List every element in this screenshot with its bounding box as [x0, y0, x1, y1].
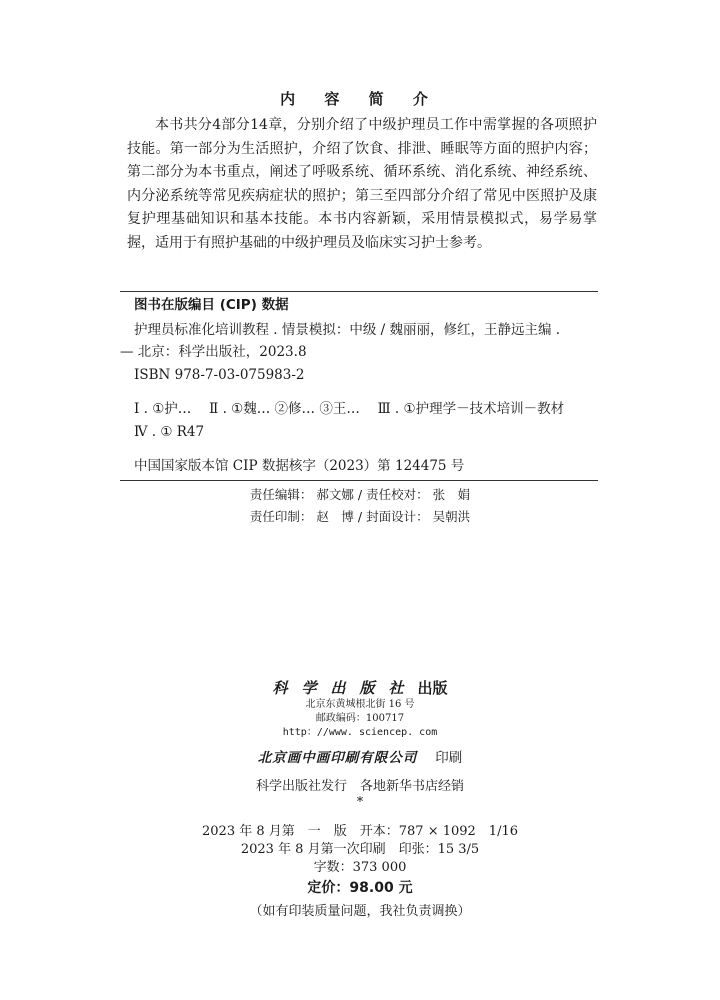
printer-line [0, 746, 720, 766]
cip-publisher-line: — 北京：科学出版社，2023.8 [120, 344, 307, 360]
staff-separator: / [357, 487, 363, 502]
cip-isbn: ISBN 978-7-03-075983-2 [134, 367, 305, 383]
publisher-url: http：//www. sciencep. com [282, 727, 438, 738]
proofreader-name: 张 娟 [432, 487, 471, 502]
staff-separator: / [357, 509, 363, 524]
cip-top-rule [120, 291, 598, 292]
distribution-line: 科学出版社发行 各地新华书店经销 [255, 779, 464, 794]
separator-star: * [356, 795, 364, 810]
publisher-brand: 科学出版社 [272, 679, 418, 697]
cip-title-line: 护理员标准化培训教程 . 情景模拟：中级 / 魏丽丽，修红，王静远主编 . [134, 322, 561, 338]
edition-line: 2023 年 8 月第 一 版 开本：787 × 1092 1/16 [202, 824, 518, 839]
word-count: 字数：373 000 [313, 860, 407, 875]
proofreader-label: 责任校对： [366, 487, 429, 502]
publisher-name [0, 677, 720, 698]
print-supervisor-name: 赵 博 [316, 509, 354, 524]
cip-record-number: 中国国家版本馆 CIP 数据核字（2023）第 124475 号 [134, 458, 465, 474]
staff-line-2 [0, 506, 720, 528]
cover-designer-label: 封面设计： [366, 509, 429, 524]
printer-suffix: 印刷 [435, 750, 463, 766]
printing-line: 2023 年 8 月第一次印刷 印张：15 3/5 [240, 842, 480, 857]
cover-designer-name: 吴朝洪 [432, 509, 471, 524]
cip-heading: 图书在版编目 (CIP) 数据 [134, 297, 289, 313]
summary-title: 内 容 简 介 [280, 90, 440, 108]
summary-text: 本书共分4部分14章，分别介绍了中级护理员工作中需掌握的各项照护技能。第一部分为生活照护，介绍了饮食、排泄、睡眠等方面的照护内容；第二部分为本书重点，阐述了呼吸系统、循环系统、消化系统、神经系统、内分泌系统等常见疾病症状的照护；第三至四部分介绍了常见中医照护及康复护理基础知识和基本技能。本书内容新颖，采用情景模拟式，易学易掌握，适用于有照护基础的中级护理员及临床实习护士参考。 [127, 117, 597, 251]
cip-classification-line2: Ⅳ . ① R47 [134, 424, 205, 440]
price: 定价：98.00 元 [307, 880, 413, 896]
printer-brand: 北京画中画印刷有限公司 [257, 750, 418, 766]
staff-line-1 [0, 484, 720, 506]
print-supervisor-label: 责任印制： [249, 509, 313, 524]
cip-classification-line1: Ⅰ . ①护… Ⅱ . ①魏… ②修… ③王… Ⅲ . ①护理学－技术培训－教材 [134, 401, 565, 417]
publisher-postcode: 邮政编码：100717 [315, 713, 405, 724]
publisher-suffix: 出版 [417, 679, 448, 697]
editor-name: 郝文娜 [316, 487, 354, 502]
publisher-address: 北京东黄城根北街 16 号 [305, 699, 415, 710]
editor-label: 责任编辑： [249, 487, 313, 502]
quality-notice: （如有印装质量问题，我社负责调换） [249, 904, 471, 919]
cip-bottom-rule [120, 480, 598, 481]
